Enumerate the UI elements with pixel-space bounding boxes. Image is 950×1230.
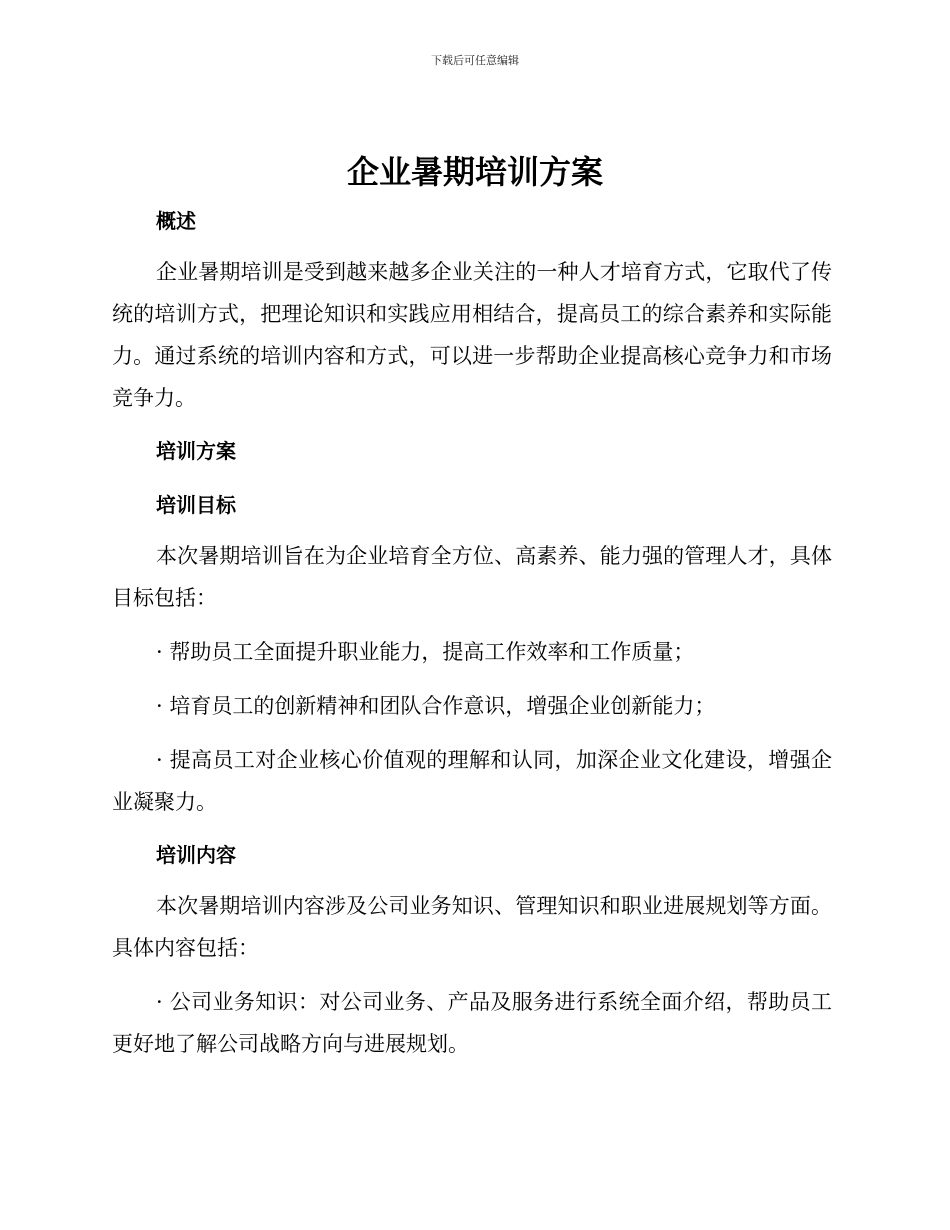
section-heading-plan: 培训方案 — [156, 439, 236, 463]
contents-list-item: · 公司业务知识：对公司业务、产品及服务进行系统全面介绍，帮助员工更好地了解公司战略方向与进展规划。 — [112, 990, 832, 1056]
goals-list-item: · 帮助员工全面提升职业能力，提高工作效率和工作质量； — [156, 640, 695, 664]
overview-paragraph: 企业暑期培训是受到越来越多企业关注的一种人才培育方式，它取代了传统的培训方式，把理论知识和实践应用相结合，提高员工的综合素养和实际能力。通过系统的培训内容和方式，可以进一步帮助企业提高核心竞争力和市场竞争力。 — [112, 260, 832, 410]
document-body — [112, 196, 832, 1075]
contents-intro-paragraph: 本次暑期培训内容涉及公司业务知识、管理知识和职业进展规划等方面。具体内容包括： — [112, 894, 832, 960]
header-note: 下载后可任意编辑 — [431, 54, 519, 67]
section-heading-contents: 培训内容 — [156, 843, 236, 867]
section-heading-overview: 概述 — [156, 209, 196, 233]
section-heading-goals: 培训目标 — [156, 493, 236, 517]
page-title: 企业暑期培训方案 — [346, 153, 603, 191]
goals-list-item: · 培育员工的创新精神和团队合作意识，增强企业创新能力； — [156, 694, 716, 718]
goals-intro-paragraph: 本次暑期培训旨在为企业培育全方位、高素养、能力强的管理人才，具体目标包括： — [112, 544, 832, 610]
goals-list-item: · 提高员工对企业核心价值观的理解和认同，加深企业文化建设，增强企业凝聚力。 — [112, 748, 832, 814]
